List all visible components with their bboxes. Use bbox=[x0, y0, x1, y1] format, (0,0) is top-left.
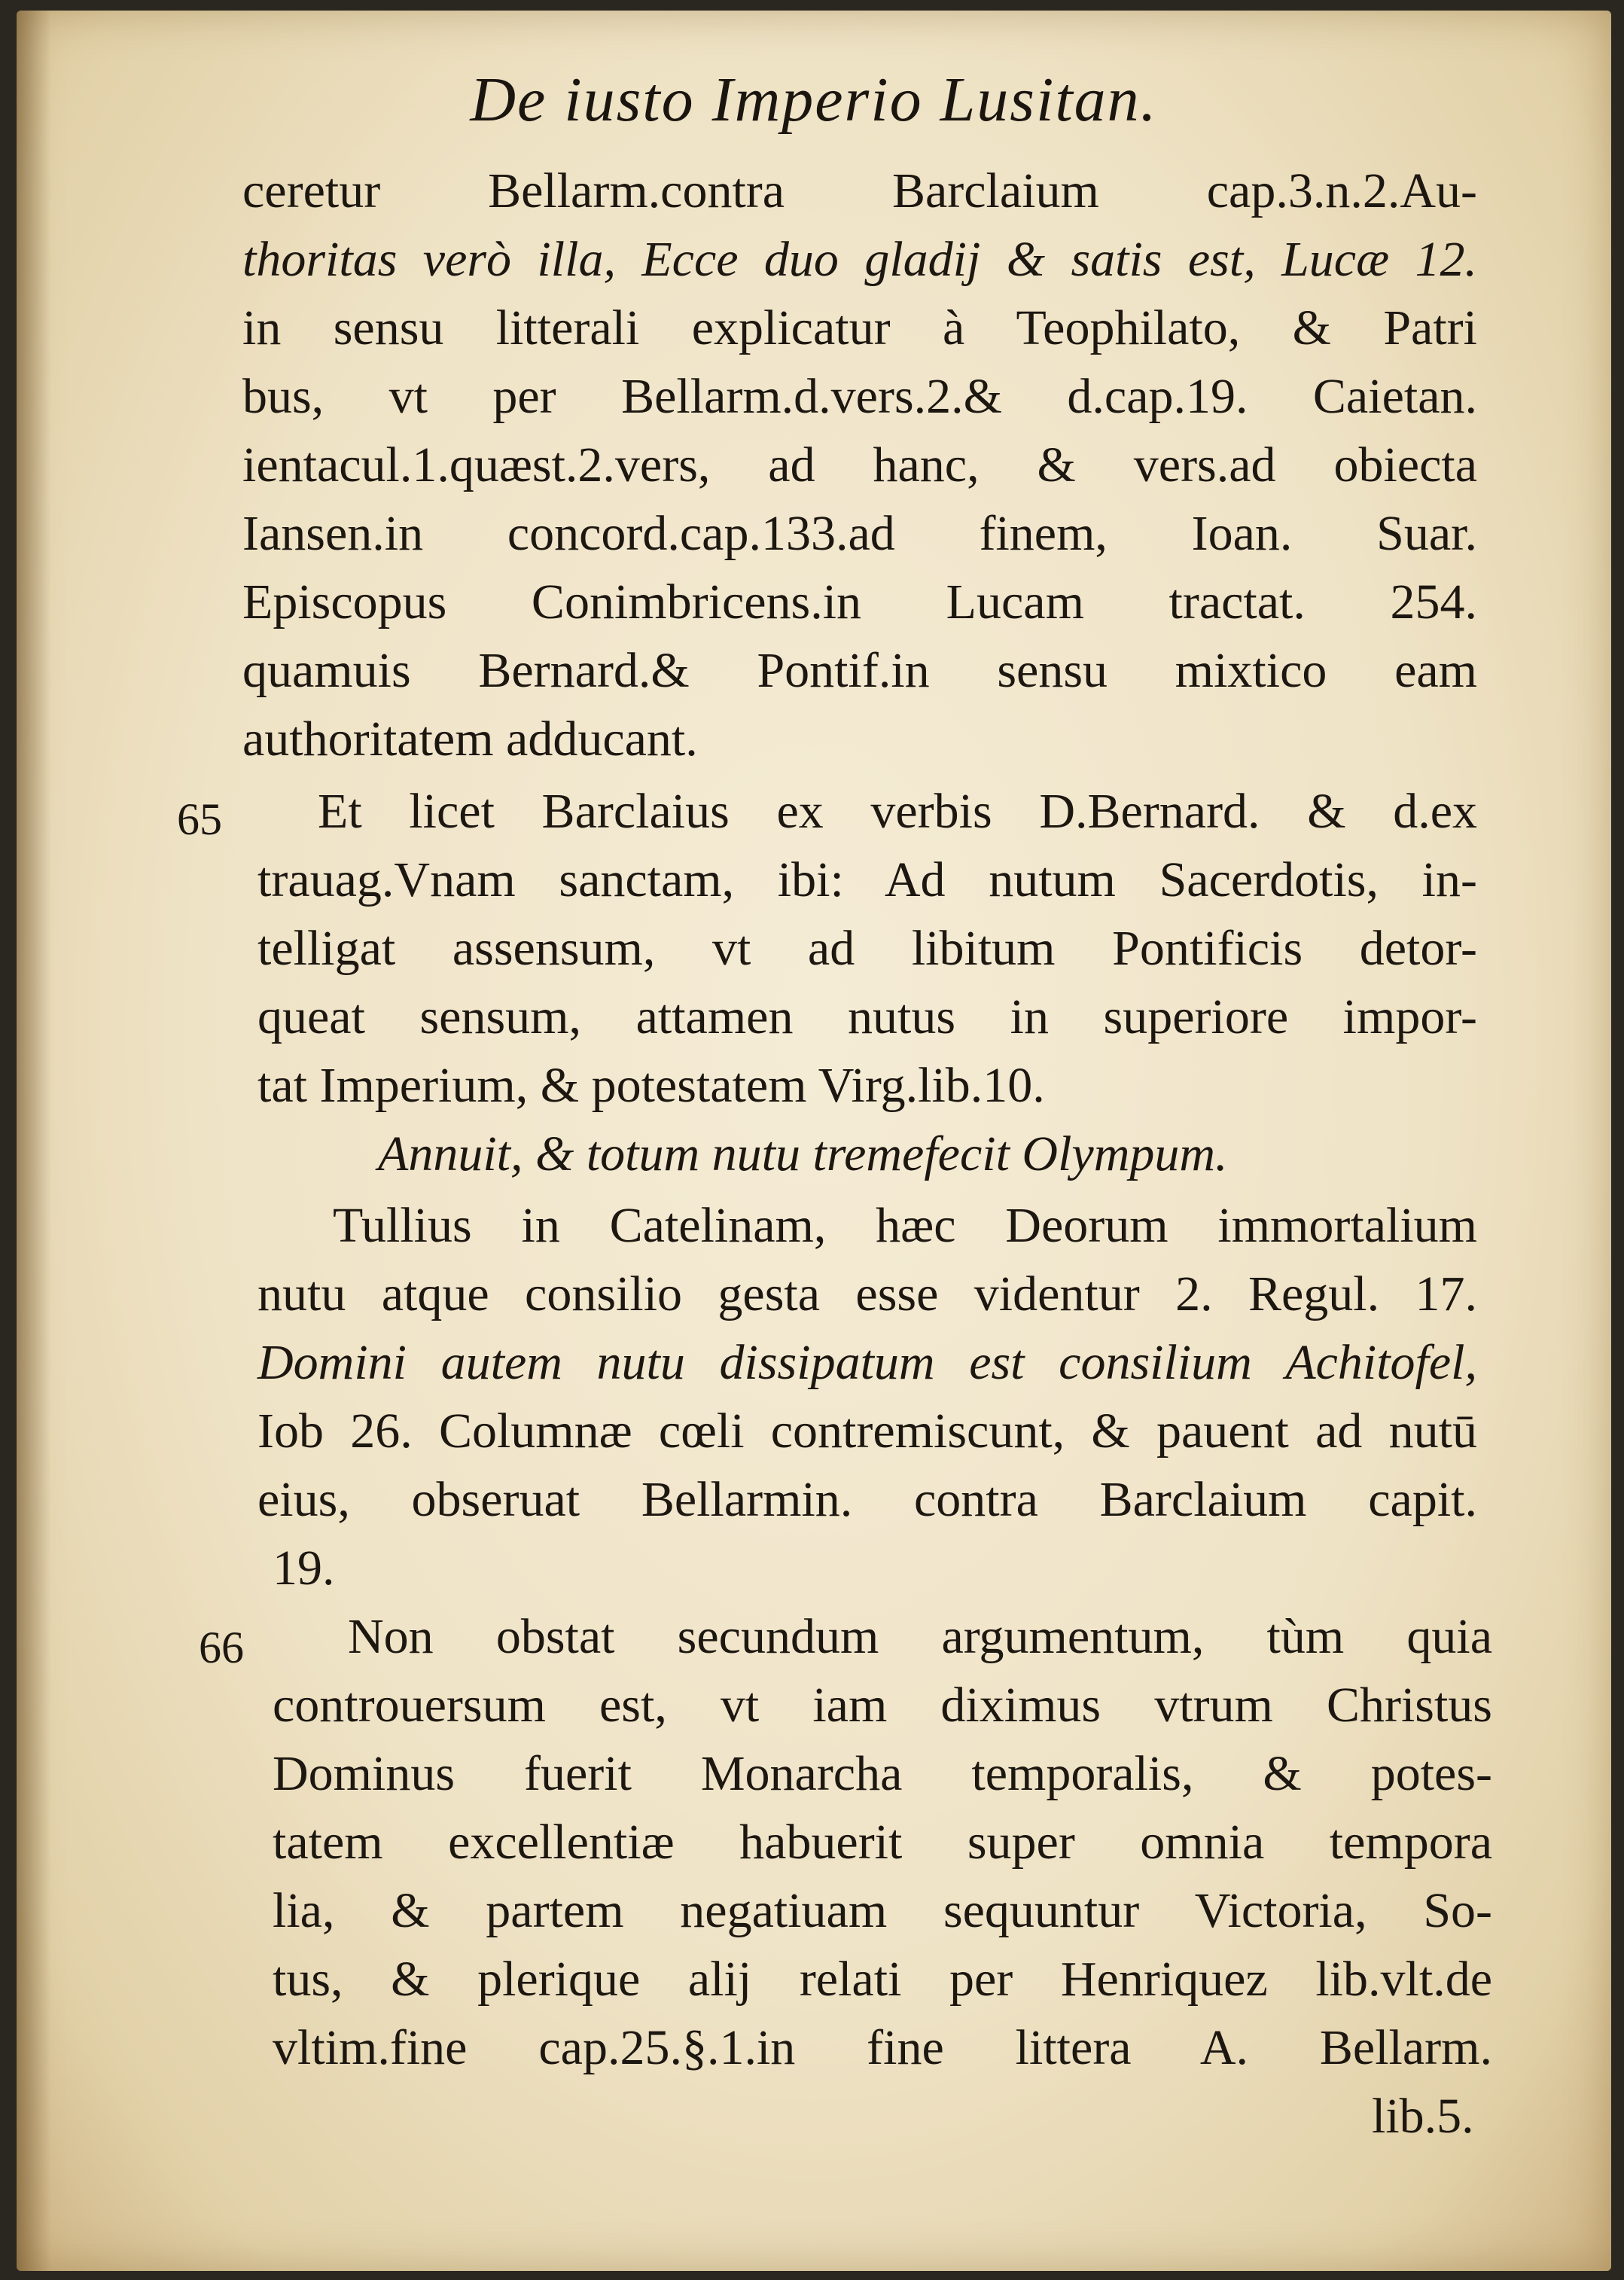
text-line: tat Imperium, & potestatem Virg.lib.10. bbox=[257, 1058, 1045, 1113]
catchword: lib.5. bbox=[1372, 2089, 1474, 2144]
text-line: in sensu litterali explicatur à Teophilato, & Patri bbox=[242, 300, 1477, 355]
text-line: eius, obseruat Bellarmin. contra Barclaium capit. bbox=[257, 1472, 1477, 1527]
text-line: Tullius in Catelinam, hæc Deorum immortalium bbox=[333, 1198, 1477, 1253]
text-line: bus, vt per Bellarm.d.vers.2.& d.cap.19. Caietan. bbox=[242, 369, 1477, 424]
text-line: telligat assensum, vt ad libitum Pontificis detor- bbox=[257, 921, 1477, 976]
paragraph-number-66: 66 bbox=[199, 1623, 244, 1672]
verse-quotation: Annuit, & totum nutu tremefecit Olympum. bbox=[378, 1126, 1228, 1181]
text-line: lia, & partem negatiuam sequuntur Victoria, So- bbox=[273, 1883, 1492, 1938]
text-line: Domini autem nutu dissipatum est consilium Achitofel, bbox=[257, 1335, 1477, 1390]
text-line: Iansen.in concord.cap.133.ad finem, Ioan. Suar. bbox=[242, 506, 1477, 561]
text-line: Dominus fuerit Monarcha temporalis, & potes- bbox=[273, 1746, 1492, 1801]
text-line: trauag.Vnam sanctam, ibi: Ad nutum Sacerdotis, in- bbox=[257, 852, 1477, 907]
text-line: controuersum est, vt iam diximus vtrum Christus bbox=[273, 1678, 1492, 1733]
book-page bbox=[17, 11, 1611, 2271]
text-line: vltim.fine cap.25.§.1.in fine littera A. Bellarm. bbox=[273, 2020, 1492, 2075]
text-line: nutu atque consilio gesta esse videntur 2. Regul. 17. bbox=[257, 1266, 1477, 1321]
text-line: quamuis Bernard.& Pontif.in sensu mixtico eam bbox=[242, 643, 1477, 698]
text-line: Et licet Barclaius ex verbis D.Bernard. & d.ex bbox=[318, 784, 1477, 839]
text-line: authoritatem adducant. bbox=[242, 712, 698, 767]
text-line: tus, & plerique alij relati per Henriquez lib.vlt.de bbox=[273, 1952, 1492, 2007]
running-head: De iusto Imperio Lusitan. bbox=[470, 65, 1158, 135]
text-line: 19. bbox=[273, 1541, 335, 1596]
text-line: thoritas verò illa, Ecce duo gladij & satis est, Lucæ 12. bbox=[242, 232, 1477, 287]
text-line: queat sensum, attamen nutus in superiore impor- bbox=[257, 989, 1477, 1044]
text-line: ceretur Bellarm.contra Barclaium cap.3.n.2.Au- bbox=[242, 163, 1477, 218]
text-line: ientacul.1.quæst.2.vers, ad hanc, & vers.ad obiecta bbox=[242, 437, 1477, 492]
paragraph-number-65: 65 bbox=[177, 794, 222, 844]
page-gutter-shadow bbox=[17, 11, 51, 2271]
text-line: Episcopus Conimbricens.in Lucam tractat. 254. bbox=[242, 575, 1477, 629]
text-line: Iob 26. Columnæ cœli contremiscunt, & pauent ad nutū bbox=[257, 1404, 1477, 1459]
text-line: Non obstat secundum argumentum, tùm quia bbox=[348, 1609, 1492, 1664]
text-line: tatem excellentiæ habuerit super omnia tempora bbox=[273, 1815, 1492, 1870]
